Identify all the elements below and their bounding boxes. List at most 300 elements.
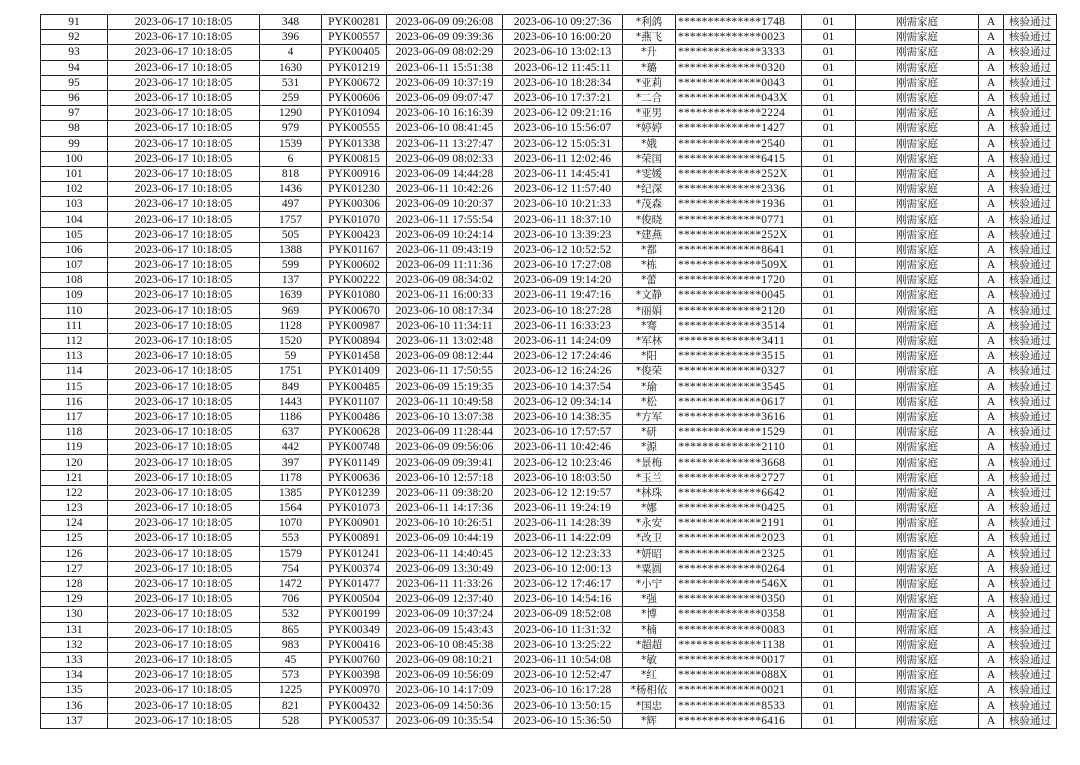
type-code-cell: 01: [802, 75, 856, 90]
grade-cell: A: [979, 242, 1004, 257]
table-row: [41, 546, 1057, 561]
status-cell: 核验通过: [1004, 90, 1057, 105]
type-code-cell: 01: [802, 15, 856, 30]
code-cell: PYK00199: [322, 607, 387, 622]
start-time-cell: 2023-06-09 09:39:36: [387, 30, 503, 45]
code-cell: PYK01073: [322, 501, 387, 516]
end-time-cell: 2023-06-11 16:33:23: [503, 318, 623, 333]
status-cell: 核验通过: [1004, 303, 1057, 318]
id-number-cell: **************509X: [676, 258, 802, 273]
start-time-cell: 2023-06-11 17:50:55: [387, 364, 503, 379]
code-cell: PYK00606: [322, 90, 387, 105]
id-number-cell: **************3514: [676, 318, 802, 333]
number-cell: 1225: [260, 683, 322, 698]
status-cell: 核验通过: [1004, 592, 1057, 607]
start-time-cell: 2023-06-09 08:02:33: [387, 151, 503, 166]
start-time-cell: 2023-06-09 10:56:09: [387, 668, 503, 683]
code-cell: PYK00894: [322, 333, 387, 348]
start-time-cell: 2023-06-10 10:26:51: [387, 516, 503, 531]
category-cell: 刚需家庭: [856, 166, 979, 181]
id-number-cell: **************2191: [676, 516, 802, 531]
name-cell: *妍昭: [623, 546, 676, 561]
category-cell: 刚需家庭: [856, 440, 979, 455]
category-cell: 刚需家庭: [856, 60, 979, 75]
name-cell: *永安: [623, 516, 676, 531]
grade-cell: A: [979, 318, 1004, 333]
start-time-cell: 2023-06-09 15:19:35: [387, 379, 503, 394]
timestamp-cell: 2023-06-17 10:18:05: [108, 592, 260, 607]
table-row: [41, 440, 1057, 455]
row-index-cell: 101: [41, 166, 108, 181]
timestamp-cell: 2023-06-17 10:18:05: [108, 333, 260, 348]
grade-cell: A: [979, 455, 1004, 470]
row-index-cell: 132: [41, 637, 108, 652]
number-cell: 1186: [260, 409, 322, 424]
timestamp-cell: 2023-06-17 10:18:05: [108, 212, 260, 227]
id-number-cell: **************0617: [676, 394, 802, 409]
row-index-cell: 113: [41, 349, 108, 364]
number-cell: 1630: [260, 60, 322, 75]
timestamp-cell: 2023-06-17 10:18:05: [108, 546, 260, 561]
name-cell: *军林: [623, 333, 676, 348]
table-row: [41, 652, 1057, 667]
end-time-cell: 2023-06-10 11:31:32: [503, 622, 623, 637]
type-code-cell: 01: [802, 531, 856, 546]
row-index-cell: 123: [41, 501, 108, 516]
name-cell: *方军: [623, 409, 676, 424]
row-index-cell: 103: [41, 197, 108, 212]
number-cell: 1751: [260, 364, 322, 379]
category-cell: 刚需家庭: [856, 90, 979, 105]
category-cell: 刚需家庭: [856, 197, 979, 212]
status-cell: 核验通过: [1004, 30, 1057, 45]
id-number-cell: **************0425: [676, 501, 802, 516]
start-time-cell: 2023-06-11 16:00:33: [387, 288, 503, 303]
start-time-cell: 2023-06-09 08:10:21: [387, 652, 503, 667]
row-index-cell: 114: [41, 364, 108, 379]
end-time-cell: 2023-06-10 14:54:16: [503, 592, 623, 607]
start-time-cell: 2023-06-09 08:12:44: [387, 349, 503, 364]
table-row: [41, 576, 1057, 591]
category-cell: 刚需家庭: [856, 637, 979, 652]
start-time-cell: 2023-06-09 09:26:08: [387, 15, 503, 30]
code-cell: PYK00760: [322, 652, 387, 667]
status-cell: 核验通过: [1004, 379, 1057, 394]
name-cell: *亚莉: [623, 75, 676, 90]
grade-cell: A: [979, 394, 1004, 409]
grade-cell: A: [979, 531, 1004, 546]
timestamp-cell: 2023-06-17 10:18:05: [108, 288, 260, 303]
category-cell: 刚需家庭: [856, 349, 979, 364]
id-number-cell: **************3616: [676, 409, 802, 424]
id-number-cell: **************8641: [676, 242, 802, 257]
timestamp-cell: 2023-06-17 10:18:05: [108, 485, 260, 500]
code-cell: PYK00636: [322, 470, 387, 485]
grade-cell: A: [979, 364, 1004, 379]
category-cell: 刚需家庭: [856, 212, 979, 227]
start-time-cell: 2023-06-11 09:38:20: [387, 485, 503, 500]
row-index-cell: 122: [41, 485, 108, 500]
code-cell: PYK00374: [322, 561, 387, 576]
id-number-cell: **************3411: [676, 333, 802, 348]
timestamp-cell: 2023-06-17 10:18:05: [108, 409, 260, 424]
name-cell: *小宁: [623, 576, 676, 591]
code-cell: PYK00485: [322, 379, 387, 394]
category-cell: 刚需家庭: [856, 713, 979, 728]
timestamp-cell: 2023-06-17 10:18:05: [108, 166, 260, 181]
table-row: [41, 607, 1057, 622]
type-code-cell: 01: [802, 303, 856, 318]
table-row: [41, 516, 1057, 531]
end-time-cell: 2023-06-12 15:05:31: [503, 136, 623, 151]
start-time-cell: 2023-06-09 09:56:06: [387, 440, 503, 455]
type-code-cell: 01: [802, 379, 856, 394]
row-index-cell: 116: [41, 394, 108, 409]
row-index-cell: 125: [41, 531, 108, 546]
end-time-cell: 2023-06-11 19:47:16: [503, 288, 623, 303]
number-cell: 1472: [260, 576, 322, 591]
type-code-cell: 01: [802, 90, 856, 105]
category-cell: 刚需家庭: [856, 379, 979, 394]
timestamp-cell: 2023-06-17 10:18:05: [108, 607, 260, 622]
table-row: [41, 75, 1057, 90]
name-cell: *楠: [623, 622, 676, 637]
status-cell: 核验通过: [1004, 166, 1057, 181]
end-time-cell: 2023-06-11 14:45:41: [503, 166, 623, 181]
table-row: [41, 242, 1057, 257]
status-cell: 核验通过: [1004, 455, 1057, 470]
row-index-cell: 130: [41, 607, 108, 622]
code-cell: PYK01107: [322, 394, 387, 409]
code-cell: PYK01219: [322, 60, 387, 75]
number-cell: 1757: [260, 212, 322, 227]
id-number-cell: **************088X: [676, 668, 802, 683]
end-time-cell: 2023-06-10 13:50:15: [503, 698, 623, 713]
end-time-cell: 2023-06-10 13:39:23: [503, 227, 623, 242]
name-cell: *娥: [623, 136, 676, 151]
timestamp-cell: 2023-06-17 10:18:05: [108, 652, 260, 667]
type-code-cell: 01: [802, 151, 856, 166]
status-cell: 核验通过: [1004, 425, 1057, 440]
row-index-cell: 115: [41, 379, 108, 394]
name-cell: *栋: [623, 258, 676, 273]
number-cell: 1639: [260, 288, 322, 303]
id-number-cell: **************252X: [676, 166, 802, 181]
id-number-cell: **************6642: [676, 485, 802, 500]
category-cell: 刚需家庭: [856, 501, 979, 516]
timestamp-cell: 2023-06-17 10:18:05: [108, 197, 260, 212]
end-time-cell: 2023-06-10 09:27:36: [503, 15, 623, 30]
grade-cell: A: [979, 166, 1004, 181]
end-time-cell: 2023-06-09 19:14:20: [503, 273, 623, 288]
grade-cell: A: [979, 683, 1004, 698]
code-cell: PYK00670: [322, 303, 387, 318]
start-time-cell: 2023-06-11 14:17:36: [387, 501, 503, 516]
type-code-cell: 01: [802, 698, 856, 713]
category-cell: 刚需家庭: [856, 607, 979, 622]
row-index-cell: 100: [41, 151, 108, 166]
status-cell: 核验通过: [1004, 212, 1057, 227]
timestamp-cell: 2023-06-17 10:18:05: [108, 106, 260, 121]
type-code-cell: 01: [802, 197, 856, 212]
name-cell: *博: [623, 607, 676, 622]
type-code-cell: 01: [802, 652, 856, 667]
name-cell: *俊晓: [623, 212, 676, 227]
timestamp-cell: 2023-06-17 10:18:05: [108, 15, 260, 30]
timestamp-cell: 2023-06-17 10:18:05: [108, 30, 260, 45]
table-row: [41, 212, 1057, 227]
number-cell: 59: [260, 349, 322, 364]
start-time-cell: 2023-06-09 10:44:19: [387, 531, 503, 546]
type-code-cell: 01: [802, 30, 856, 45]
type-code-cell: 01: [802, 394, 856, 409]
table-row: [41, 197, 1057, 212]
category-cell: 刚需家庭: [856, 273, 979, 288]
id-number-cell: **************2727: [676, 470, 802, 485]
timestamp-cell: 2023-06-17 10:18:05: [108, 75, 260, 90]
number-cell: 531: [260, 75, 322, 90]
timestamp-cell: 2023-06-17 10:18:05: [108, 683, 260, 698]
status-cell: 核验通过: [1004, 333, 1057, 348]
id-number-cell: **************0771: [676, 212, 802, 227]
end-time-cell: 2023-06-12 16:24:26: [503, 364, 623, 379]
start-time-cell: 2023-06-11 17:55:54: [387, 212, 503, 227]
type-code-cell: 01: [802, 546, 856, 561]
number-cell: 45: [260, 652, 322, 667]
timestamp-cell: 2023-06-17 10:18:05: [108, 349, 260, 364]
start-time-cell: 2023-06-10 08:41:45: [387, 121, 503, 136]
table-row: [41, 288, 1057, 303]
type-code-cell: 01: [802, 683, 856, 698]
end-time-cell: 2023-06-12 11:45:11: [503, 60, 623, 75]
code-cell: PYK00416: [322, 637, 387, 652]
number-cell: 637: [260, 425, 322, 440]
number-cell: 969: [260, 303, 322, 318]
timestamp-cell: 2023-06-17 10:18:05: [108, 60, 260, 75]
category-cell: 刚需家庭: [856, 546, 979, 561]
timestamp-cell: 2023-06-17 10:18:05: [108, 425, 260, 440]
table-row: [41, 90, 1057, 105]
start-time-cell: 2023-06-10 08:17:34: [387, 303, 503, 318]
end-time-cell: 2023-06-12 17:46:17: [503, 576, 623, 591]
id-number-cell: **************1427: [676, 121, 802, 136]
end-time-cell: 2023-06-10 18:27:28: [503, 303, 623, 318]
name-cell: *骞: [623, 318, 676, 333]
id-number-cell: **************043X: [676, 90, 802, 105]
grade-cell: A: [979, 485, 1004, 500]
status-cell: 核验通过: [1004, 713, 1057, 728]
status-cell: 核验通过: [1004, 561, 1057, 576]
number-cell: 137: [260, 273, 322, 288]
code-cell: PYK01070: [322, 212, 387, 227]
code-cell: PYK00916: [322, 166, 387, 181]
start-time-cell: 2023-06-09 08:02:29: [387, 45, 503, 60]
timestamp-cell: 2023-06-17 10:18:05: [108, 318, 260, 333]
status-cell: 核验通过: [1004, 136, 1057, 151]
type-code-cell: 01: [802, 227, 856, 242]
status-cell: 核验通过: [1004, 273, 1057, 288]
name-cell: *蕾: [623, 273, 676, 288]
grade-cell: A: [979, 592, 1004, 607]
table-row: [41, 394, 1057, 409]
number-cell: 1385: [260, 485, 322, 500]
category-cell: 刚需家庭: [856, 30, 979, 45]
name-cell: *茂森: [623, 197, 676, 212]
type-code-cell: 01: [802, 212, 856, 227]
row-index-cell: 110: [41, 303, 108, 318]
timestamp-cell: 2023-06-17 10:18:05: [108, 90, 260, 105]
category-cell: 刚需家庭: [856, 652, 979, 667]
id-number-cell: **************0350: [676, 592, 802, 607]
type-code-cell: 01: [802, 182, 856, 197]
code-cell: PYK00987: [322, 318, 387, 333]
timestamp-cell: 2023-06-17 10:18:05: [108, 470, 260, 485]
type-code-cell: 01: [802, 136, 856, 151]
row-index-cell: 111: [41, 318, 108, 333]
number-cell: 1178: [260, 470, 322, 485]
grade-cell: A: [979, 333, 1004, 348]
end-time-cell: 2023-06-10 14:38:35: [503, 409, 623, 424]
row-index-cell: 129: [41, 592, 108, 607]
end-time-cell: 2023-06-11 14:24:09: [503, 333, 623, 348]
row-index-cell: 112: [41, 333, 108, 348]
end-time-cell: 2023-06-10 15:56:07: [503, 121, 623, 136]
grade-cell: A: [979, 409, 1004, 424]
number-cell: 1579: [260, 546, 322, 561]
row-index-cell: 124: [41, 516, 108, 531]
end-time-cell: 2023-06-10 16:00:20: [503, 30, 623, 45]
end-time-cell: 2023-06-10 13:25:22: [503, 637, 623, 652]
row-index-cell: 137: [41, 713, 108, 728]
grade-cell: A: [979, 288, 1004, 303]
code-cell: PYK00815: [322, 151, 387, 166]
start-time-cell: 2023-06-09 14:44:28: [387, 166, 503, 181]
name-cell: *阳: [623, 349, 676, 364]
category-cell: 刚需家庭: [856, 394, 979, 409]
id-number-cell: **************0043: [676, 75, 802, 90]
id-number-cell: **************2336: [676, 182, 802, 197]
end-time-cell: 2023-06-11 19:24:19: [503, 501, 623, 516]
end-time-cell: 2023-06-12 12:23:33: [503, 546, 623, 561]
table-row: [41, 425, 1057, 440]
timestamp-cell: 2023-06-17 10:18:05: [108, 531, 260, 546]
name-cell: *都: [623, 242, 676, 257]
category-cell: 刚需家庭: [856, 364, 979, 379]
code-cell: PYK01458: [322, 349, 387, 364]
start-time-cell: 2023-06-09 09:07:47: [387, 90, 503, 105]
row-index-cell: 99: [41, 136, 108, 151]
name-cell: *敏: [623, 652, 676, 667]
grade-cell: A: [979, 106, 1004, 121]
grade-cell: A: [979, 470, 1004, 485]
row-index-cell: 136: [41, 698, 108, 713]
start-time-cell: 2023-06-11 11:33:26: [387, 576, 503, 591]
status-cell: 核验通过: [1004, 501, 1057, 516]
id-number-cell: **************1720: [676, 273, 802, 288]
status-cell: 核验通过: [1004, 75, 1057, 90]
start-time-cell: 2023-06-10 13:07:38: [387, 409, 503, 424]
number-cell: 6: [260, 151, 322, 166]
status-cell: 核验通过: [1004, 106, 1057, 121]
category-cell: 刚需家庭: [856, 425, 979, 440]
status-cell: 核验通过: [1004, 15, 1057, 30]
start-time-cell: 2023-06-11 14:40:45: [387, 546, 503, 561]
row-index-cell: 120: [41, 455, 108, 470]
category-cell: 刚需家庭: [856, 592, 979, 607]
name-cell: *辉: [623, 713, 676, 728]
code-cell: PYK00891: [322, 531, 387, 546]
code-cell: PYK01338: [322, 136, 387, 151]
start-time-cell: 2023-06-09 10:37:24: [387, 607, 503, 622]
status-cell: 核验通过: [1004, 531, 1057, 546]
code-cell: PYK01239: [322, 485, 387, 500]
name-cell: *超超: [623, 637, 676, 652]
id-number-cell: **************0021: [676, 683, 802, 698]
row-index-cell: 104: [41, 212, 108, 227]
end-time-cell: 2023-06-11 10:54:08: [503, 652, 623, 667]
code-cell: PYK00222: [322, 273, 387, 288]
category-cell: 刚需家庭: [856, 15, 979, 30]
type-code-cell: 01: [802, 166, 856, 181]
name-cell: *杨相依: [623, 683, 676, 698]
type-code-cell: 01: [802, 516, 856, 531]
id-number-cell: **************0083: [676, 622, 802, 637]
start-time-cell: 2023-06-09 11:11:36: [387, 258, 503, 273]
status-cell: 核验通过: [1004, 394, 1057, 409]
row-index-cell: 131: [41, 622, 108, 637]
name-cell: *燕飞: [623, 30, 676, 45]
number-cell: 505: [260, 227, 322, 242]
table-row: [41, 501, 1057, 516]
code-cell: PYK00486: [322, 409, 387, 424]
applicant-table: [40, 14, 1057, 729]
end-time-cell: 2023-06-10 12:52:47: [503, 668, 623, 683]
category-cell: 刚需家庭: [856, 106, 979, 121]
end-time-cell: 2023-06-10 17:27:08: [503, 258, 623, 273]
end-time-cell: 2023-06-11 12:02:46: [503, 151, 623, 166]
id-number-cell: **************0023: [676, 30, 802, 45]
type-code-cell: 01: [802, 470, 856, 485]
status-cell: 核验通过: [1004, 151, 1057, 166]
id-number-cell: **************6416: [676, 713, 802, 728]
name-cell: *俊荣: [623, 364, 676, 379]
row-index-cell: 94: [41, 60, 108, 75]
number-cell: 528: [260, 713, 322, 728]
grade-cell: A: [979, 197, 1004, 212]
type-code-cell: 01: [802, 561, 856, 576]
number-cell: 573: [260, 668, 322, 683]
type-code-cell: 01: [802, 425, 856, 440]
status-cell: 核验通过: [1004, 607, 1057, 622]
status-cell: 核验通过: [1004, 516, 1057, 531]
grade-cell: A: [979, 258, 1004, 273]
grade-cell: A: [979, 668, 1004, 683]
timestamp-cell: 2023-06-17 10:18:05: [108, 576, 260, 591]
type-code-cell: 01: [802, 409, 856, 424]
name-cell: *研: [623, 425, 676, 440]
grade-cell: A: [979, 227, 1004, 242]
start-time-cell: 2023-06-09 12:37:40: [387, 592, 503, 607]
end-time-cell: 2023-06-12 09:21:16: [503, 106, 623, 121]
grade-cell: A: [979, 698, 1004, 713]
id-number-cell: **************0017: [676, 652, 802, 667]
name-cell: *雯媛: [623, 166, 676, 181]
name-cell: *文静: [623, 288, 676, 303]
type-code-cell: 01: [802, 60, 856, 75]
table-row: [41, 637, 1057, 652]
start-time-cell: 2023-06-09 15:43:43: [387, 622, 503, 637]
name-cell: *景梅: [623, 455, 676, 470]
